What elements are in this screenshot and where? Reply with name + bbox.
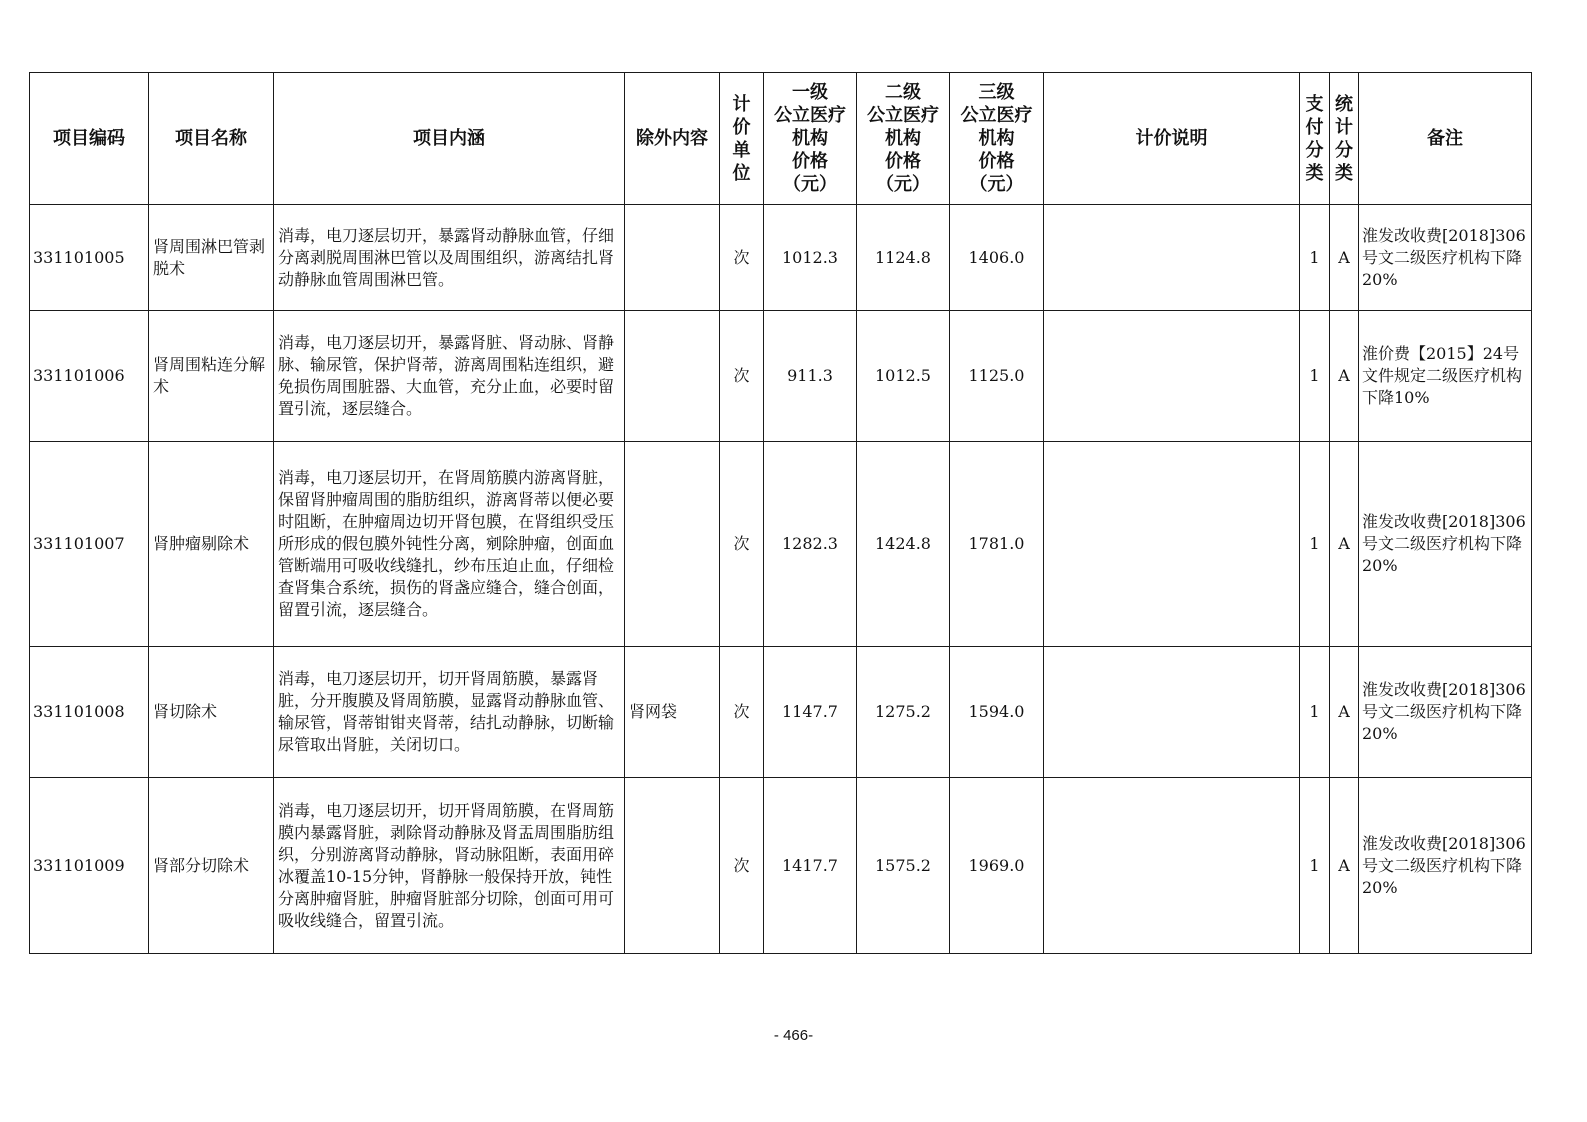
cell-pricing-note [1044,442,1300,647]
cell-stat-category: A [1330,311,1359,442]
cell-unit: 次 [720,311,764,442]
cell-price3: 1781.0 [950,442,1044,647]
cell-content: 消毒，电刀逐层切开，在肾周筋膜内游离肾脏，保留肾肿瘤周围的脂肪组织，游离肾蒂以便必要时阻断，在肿瘤周边切开肾包膜，在肾组织受压所形成的假包膜外钝性分离，剜除肿瘤，创面血管断端用可吸收线缝扎，纱布压迫止血，仔细检查肾集合系统，损伤的肾盏应缝合，缝合创面，留置引流，逐层缝合。 [274,442,625,647]
header-unit [720,73,764,205]
cell-code: 331101009 [30,778,149,954]
header-stat-category [1330,73,1359,205]
header-name: 项目名称 [149,73,274,205]
cell-remark: 淮发改收费[2018]306号文二级医疗机构下降20% [1359,778,1532,954]
cell-exclusion [625,442,720,647]
header-exclusion: 除外内容 [625,73,720,205]
cell-payment-category: 1 [1300,311,1330,442]
cell-exclusion [625,205,720,311]
cell-price2: 1124.8 [857,205,950,311]
cell-remark: 淮发改收费[2018]306号文二级医疗机构下降20% [1359,205,1532,311]
cell-remark: 淮发改收费[2018]306号文二级医疗机构下降20% [1359,647,1532,778]
cell-exclusion: 肾网袋 [625,647,720,778]
cell-price3: 1406.0 [950,205,1044,311]
cell-code: 331101008 [30,647,149,778]
cell-content: 消毒，电刀逐层切开，暴露肾动静脉血管，仔细分离剥脱周围淋巴管以及周围组织，游离结扎肾动静脉血管周围淋巴管。 [274,205,625,311]
cell-code: 331101007 [30,442,149,647]
cell-stat-category: A [1330,442,1359,647]
header-payment-category [1300,73,1330,205]
cell-price1: 1417.7 [764,778,857,954]
table-row [30,778,1532,954]
cell-pricing-note [1044,647,1300,778]
header-row [30,73,1532,205]
cell-price2: 1575.2 [857,778,950,954]
cell-price2: 1012.5 [857,311,950,442]
cell-price1: 1147.7 [764,647,857,778]
header-pricing-note: 计价说明 [1044,73,1300,205]
cell-price3: 1125.0 [950,311,1044,442]
cell-pricing-note [1044,778,1300,954]
cell-name: 肾部分切除术 [149,778,274,954]
header-price3: 三级 公立医疗 机构 价格 （元） [950,73,1044,205]
cell-name: 肾周围淋巴管剥脱术 [149,205,274,311]
cell-content: 消毒，电刀逐层切开，暴露肾脏、肾动脉、肾静脉、输尿管，保护肾蒂，游离周围粘连组织，避免损伤周围脏器、大血管，充分止血，必要时留置引流，逐层缝合。 [274,311,625,442]
cell-name: 肾切除术 [149,647,274,778]
cell-exclusion [625,311,720,442]
cell-stat-category: A [1330,647,1359,778]
header-price2: 二级 公立医疗 机构 价格 （元） [857,73,950,205]
cell-remark: 淮发改收费[2018]306号文二级医疗机构下降20% [1359,442,1532,647]
table-row [30,442,1532,647]
cell-unit: 次 [720,778,764,954]
header-content: 项目内涵 [274,73,625,205]
cell-content: 消毒，电刀逐层切开，切开肾周筋膜，在肾周筋膜内暴露肾脏，剥除肾动静脉及肾盂周围脂肪组织，分别游离肾动静脉，肾动脉阻断，表面用碎冰覆盖10-15分钟，肾静脉一般保持开放，钝性分离肿瘤肾脏，肿瘤肾脏部分切除，创面可用可吸收线缝合，留置引流。 [274,778,625,954]
page-number: - 466- [773,1027,814,1044]
header-unit-label: 计价单位 [732,93,751,184]
header-price1: 一级 公立医疗 机构 价格 （元） [764,73,857,205]
price-table [29,72,1532,954]
cell-price3: 1594.0 [950,647,1044,778]
cell-name: 肾肿瘤剔除术 [149,442,274,647]
table-row [30,205,1532,311]
cell-payment-category: 1 [1300,778,1330,954]
header-code: 项目编码 [30,73,149,205]
cell-pricing-note [1044,205,1300,311]
cell-code: 331101006 [30,311,149,442]
cell-price2: 1424.8 [857,442,950,647]
cell-price1: 1012.3 [764,205,857,311]
cell-name: 肾周围粘连分解术 [149,311,274,442]
header-remark: 备注 [1359,73,1532,205]
cell-unit: 次 [720,647,764,778]
cell-payment-category: 1 [1300,442,1330,647]
cell-content: 消毒，电刀逐层切开，切开肾周筋膜，暴露肾脏，分开腹膜及肾周筋膜，显露肾动静脉血管、输尿管，肾蒂钳钳夹肾蒂，结扎动静脉，切断输尿管取出肾脏，关闭切口。 [274,647,625,778]
cell-price3: 1969.0 [950,778,1044,954]
cell-stat-category: A [1330,778,1359,954]
table-row [30,647,1532,778]
cell-pricing-note [1044,311,1300,442]
cell-code: 331101005 [30,205,149,311]
cell-unit: 次 [720,442,764,647]
cell-exclusion [625,778,720,954]
cell-price1: 911.3 [764,311,857,442]
cell-price2: 1275.2 [857,647,950,778]
cell-unit: 次 [720,205,764,311]
cell-payment-category: 1 [1300,647,1330,778]
cell-stat-category: A [1330,205,1359,311]
cell-price1: 1282.3 [764,442,857,647]
cell-payment-category: 1 [1300,205,1330,311]
header-stat-category-label: 统计分类 [1335,93,1353,184]
header-payment-category-label: 支付分类 [1305,93,1324,184]
table-row [30,311,1532,442]
cell-remark: 淮价费【2015】24号文件规定二级医疗机构下降10% [1359,311,1532,442]
